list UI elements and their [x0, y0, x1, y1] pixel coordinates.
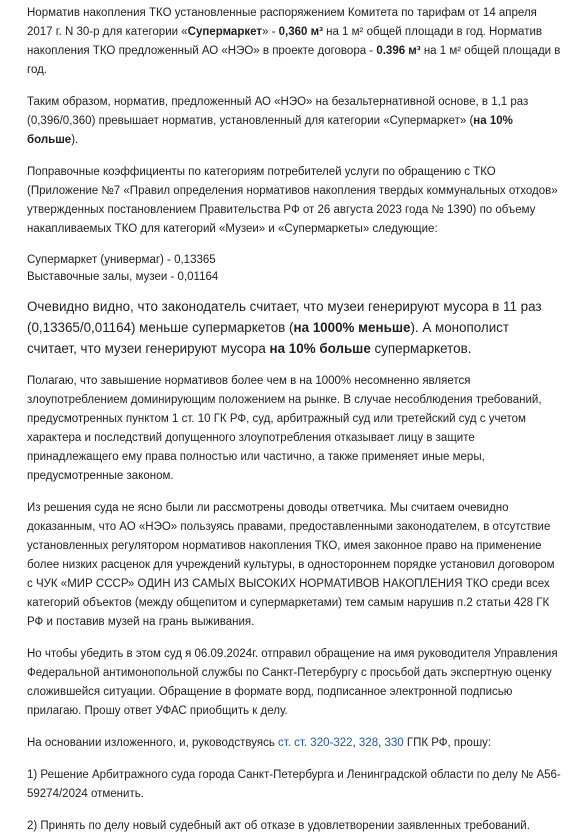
law-link-320-322[interactable]: ст. ст. 320-322 [278, 737, 353, 749]
request-item-2: 2) Принять по делу новый судебный акт об отказе в удовлетворении заявленных требований. [27, 820, 530, 832]
law-link-328[interactable]: 328 [358, 737, 379, 749]
request-item-1: 1) Решение Арбитражного суда города Санкт-Петербурга и Ленинградской области по делу № А56-59274/2024 отменить. [27, 769, 561, 800]
paragraph-comparison: Таким образом, норматив, предложенный АО «НЭО» на безальтернативной основе, в 1,1 раз (0,396/0,360) превышает норматив, установленный для категории «Супермаркет» (на 10% больше). [27, 96, 529, 146]
coefficient-item-museums: Выставочные залы, музеи - 0,01164 [27, 271, 219, 283]
paragraph-request-intro: На основании изложенного, и, руководствуясь ст. ст. 320-322, 328, 330 ГПК РФ, прошу: [27, 737, 492, 749]
law-link-330[interactable]: 330 [384, 737, 404, 749]
paragraph-court-decision: Из решения суда не ясно были ли рассмотрены доводы ответчика. Мы считаем очевидно доказанным, что АО «НЭО» пользуясь правами, предоставленными законодателем, в отсутствие установленных регулятором нормативов накопления ТКО, имея законное право на применение более низких расценок для учреждений культуры, в одностороннем порядке установил договором с ЧУК «МИР СССР» ОДИН ИЗ САМЫХ ВЫСОКИХ НОРМАТИВОВ НАКОПЛЕНИЯ ТКО среди всех категорий объектов (между общепитом и супермаркетами) тем самым нарушив п.2 статьи 428 ГК РФ и поставив музей на грань выживания. [27, 502, 555, 628]
paragraph-coefficients: Поправочные коэффициенты по категориям потребителей услуги по обращению с ТКО (Приложение №7 «Правил определения нормативов накопления твердых коммунальных отходов» утвержденных постановлением Правительства РФ от 26 августа 2023 года № 1390) по объему накапливаемых ТКО для категорий «Музеи» и «Супермаркеты» следующие: [27, 166, 558, 235]
paragraph-abuse: Полагаю, что завышение нормативов более чем в на 1000% несомненно является злоупотреблением доминирующим положением на рынке. В случае несоблюдения требований, предусмотренных пунктом 1 ст. 10 ГК РФ, суд, арбитражный суд или третейский суд с учетом характера и последствий допущенного злоупотребления отказывает лицу в защите принадлежащего ему права полностью или частично, а также применяет иные меры, предусмотренные законом. [27, 375, 542, 482]
coefficient-item-supermarket: Супермаркет (универмаг) - 0,13365 [27, 254, 216, 266]
paragraph-norms: Норматив накопления ТКО установленные распоряжением Комитета по тарифам от 14 апреля 2017 г. N 30-р для категории «Супермаркет» - 0,360 м³ на 1 м² общей площади в год. Норматив накопления ТКО предложенный АО «НЭО» в проекте договора - 0.396 м³ на 1 м² общей площади в год. [27, 7, 561, 76]
paragraph-fas-appeal: Но чтобы убедить в этом суд я 06.09.2024г. отправил обращение на имя руководителя Управления Федеральной антимонопольной службы по Санкт-Петербургу с просьбой дать экспертную оценку сложившейся ситуации. Обращение в формате ворд, подписанное электронной подписью прилагаю. Прошу ответ УФАС приобщить к делу. [27, 648, 558, 717]
paragraph-conclusion: Очевидно видно, что законодатель считает, что музеи генерируют мусора в 11 раз (0,13365/0,01164) меньше супермаркетов (на 1000% меньше). А монополист считает, что музеи генерируют мусора на 10% больше супермаркетов. [27, 299, 542, 356]
